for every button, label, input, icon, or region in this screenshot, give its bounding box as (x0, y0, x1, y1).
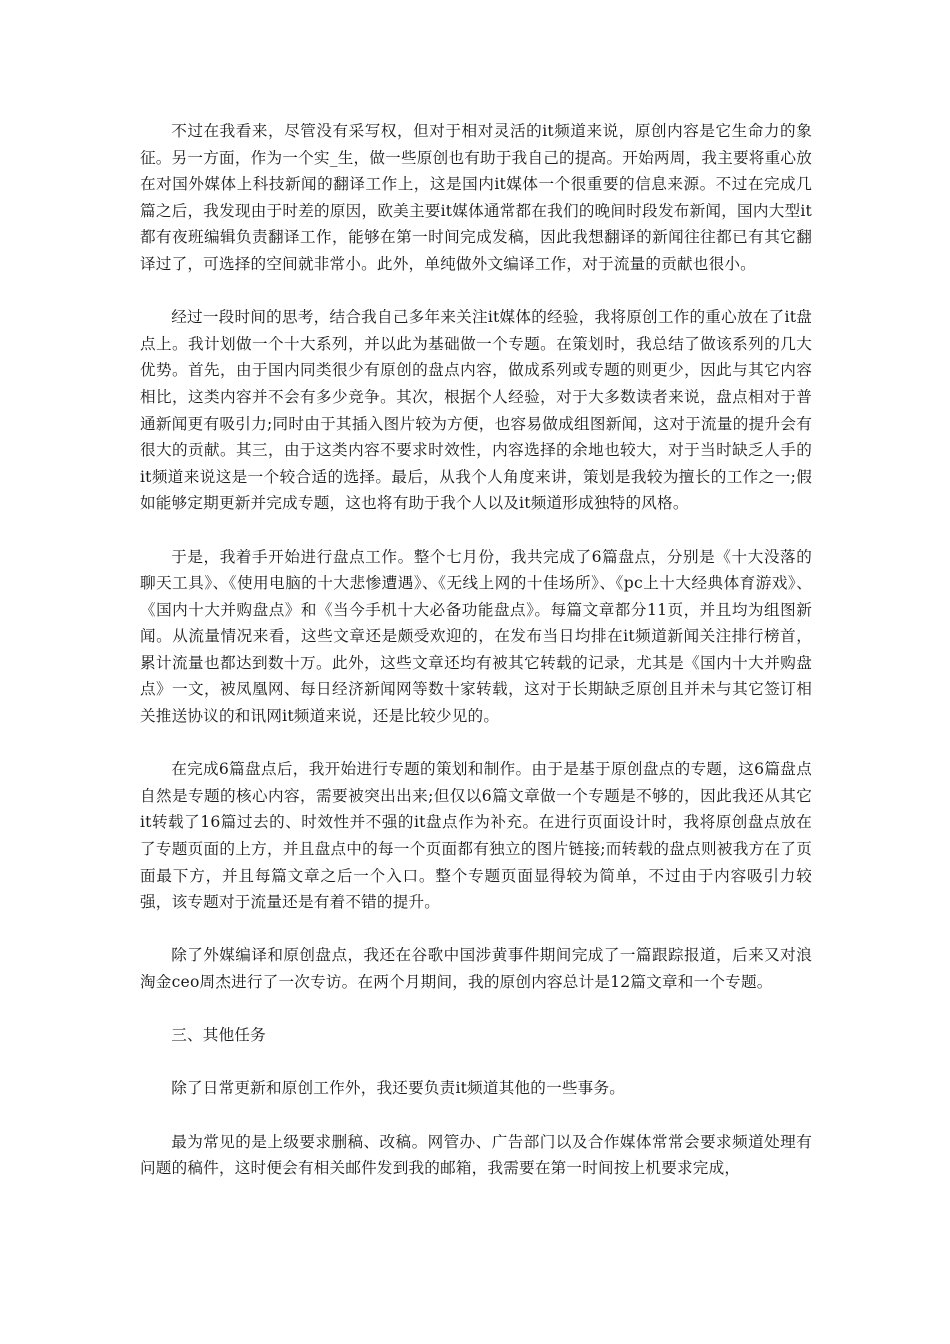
paragraph-it-ranking-plan: 经过一段时间的思考，结合我自己多年来关注it媒体的经验，我将原创工作的重心放在了it盘点上。我计划做一个十大系列，并以此为基础做一个专题。在策划时，我总结了做该系列的几大优势。首先，由于国内同类很少有原创的盘点内容，做成系列或专题的则更少，因此与其它内容相比，这类内容并不会有多少竞争。其次，根据个人经验，对于大多数读者来说，盘点相对于普通新闻更有吸引力;同时由于其插入图片较为方便，也容易做成组图新闻，这对于流量的提升会有很大的贡献。其三，由于这类内容不要求时效性，内容选择的余地也较大，对于当时缺乏人手的it频道来说这是一个较合适的选择。最后，从我个人角度来讲，策划是我较为擅长的工作之一;假如能够定期更新并完成专题，这也将有助于我个人以及it频道形成独特的风格。 (140, 308, 812, 513)
paragraph-original-content-intro: 不过在我看来，尽管没有采写权，但对于相对灵活的it频道来说，原创内容是它生命力的象征。另一方面，作为一个实_生，做一些原创也有助于我自己的提高。开始两周，我主要将重心放在对国外媒体上科技新闻的翻译工作上，这是国内it媒体一个很重要的信息来源。不过在完成几篇之后，我发现由于时差的原因，欧美主要it媒体通常都在我们的晚间时段发布新闻，国内大型it都有夜班编辑负责翻译工作，能够在第一时间完成发稿，因此我想翻译的新闻往往都已有其它翻译过了，可选择的空间就非常小。此外，单纯做外文编译工作，对于流量的贡献也很小。 (140, 122, 812, 273)
paragraph-other-tasks-intro: 除了日常更新和原创工作外，我还要负责it频道其他的一些事务。 (171, 1079, 626, 1098)
paragraph-ranking-articles: 于是，我着手开始进行盘点工作。整个七月份，我共完成了6篇盘点，分别是《十大没落的聊天工具》、《使用电脑的十大悲惨遭遇》、《无线上网的十佳场所》、《pc上十大经典体育游戏》、《国内十大并购盘点》和《当今手机十大必备功能盘点》。每篇文章都分11页，并且均为组图新闻。从流量情况来看，这些文章还是颇受欢迎的，在发布当日均排在it频道新闻关注排行榜首，累计流量也都达到数十万。此外，这些文章还均有被其它转载的记录，尤其是《国内十大并购盘点》一文，被凤凰网、每日经济新闻网等数十家转载，这对于长期缺乏原创且并未与其它签订相关推送协议的和讯网it频道来说，还是比较少见的。 (140, 547, 812, 726)
section-heading-other-tasks: 三、其他任务 (171, 1026, 266, 1045)
paragraph-other-original-work: 除了外媒编译和原创盘点，我还在谷歌中国涉黄事件期间完成了一篇跟踪报道，后来又对浪淘金ceo周杰进行了一次专访。在两个月期间，我的原创内容总计是12篇文章和一个专题。 (140, 946, 812, 991)
paragraph-edit-requests: 最为常见的是上级要求删稿、改稿。网管办、广告部门以及合作媒体常常会要求频道处理有问题的稿件，这时便会有相关邮件发到我的邮箱，我需要在第一时间按上机要求完成， (140, 1132, 812, 1178)
document-page (140, 118, 812, 1182)
paragraph-special-topic: 在完成6篇盘点后，我开始进行专题的策划和制作。由于是基于原创盘点的专题，这6篇盘点自然是专题的核心内容，需要被突出出来;但仅以6篇文章做一个专题是不够的，因此我还从其它it转载了16篇过去的、时效性并不强的it盘点作为补充。在进行页面设计时，我将原创盘点放在了专题页面的上方，并且盘点中的每一个页面都有独立的图片链接;而转载的盘点则被我方在了页面最下方，并且每篇文章之后一个入口。整个专题页面显得较为简单，不过由于内容吸引力较强，该专题对于流量还是有着不错的提升。 (140, 760, 812, 912)
